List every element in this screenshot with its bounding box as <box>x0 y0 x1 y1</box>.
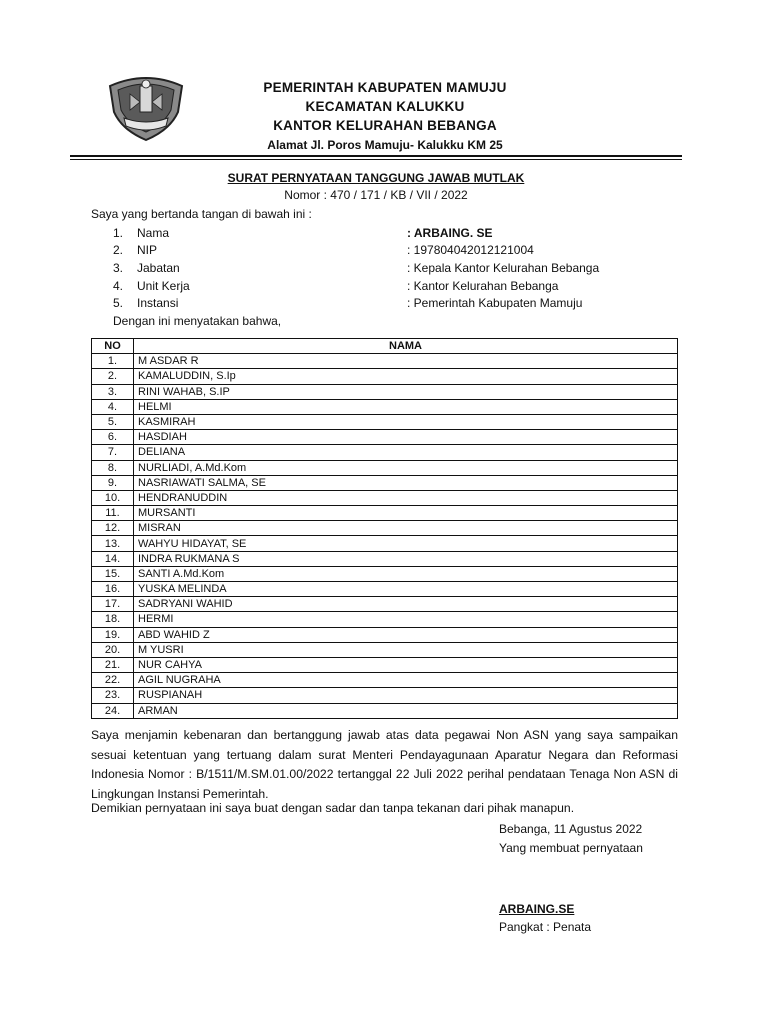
row-name: HASDIAH <box>134 430 678 445</box>
column-header-nama: NAMA <box>134 339 678 354</box>
row-name: WAHYU HIDAYAT, SE <box>134 536 678 551</box>
field-label: Instansi <box>137 296 179 311</box>
row-number: 16. <box>92 582 134 597</box>
row-number: 4. <box>92 399 134 414</box>
field-instansi <box>113 294 599 312</box>
signer-details <box>113 224 599 312</box>
row-name: ABD WAHID Z <box>134 627 678 642</box>
table-row <box>92 384 678 399</box>
field-nip <box>113 242 599 260</box>
row-name: AGIL NUGRAHA <box>134 673 678 688</box>
table-row <box>92 460 678 475</box>
row-number: 5. <box>92 414 134 429</box>
field-jabatan <box>113 259 599 277</box>
row-number: 21. <box>92 657 134 672</box>
row-number: 24. <box>92 703 134 718</box>
table-row <box>92 521 678 536</box>
table-row <box>92 612 678 627</box>
table-row <box>92 506 678 521</box>
table-row <box>92 536 678 551</box>
table-row <box>92 490 678 505</box>
row-name: SANTI A.Md.Kom <box>134 566 678 581</box>
row-name: INDRA RUKMANA S <box>134 551 678 566</box>
letterhead <box>190 78 580 155</box>
row-name: NASRIAWATI SALMA, SE <box>134 475 678 490</box>
row-name: MISRAN <box>134 521 678 536</box>
table-row <box>92 657 678 672</box>
table-row <box>92 642 678 657</box>
row-name: RUSPIANAH <box>134 688 678 703</box>
row-number: 8. <box>92 460 134 475</box>
table-header-row <box>92 339 678 354</box>
field-number: 3. <box>113 260 124 275</box>
table-row <box>92 627 678 642</box>
document-number: Nomor : 470 / 171 / KB / VII / 2022 <box>284 188 468 202</box>
row-name: KASMIRAH <box>134 414 678 429</box>
regency-crest-icon <box>106 72 186 142</box>
row-number: 12. <box>92 521 134 536</box>
signer-name: ARBAING.SE <box>499 902 575 916</box>
letterhead-address: Alamat Jl. Poros Mamuju- Kalukku KM 25 <box>267 138 503 152</box>
row-number: 13. <box>92 536 134 551</box>
table-row <box>92 688 678 703</box>
row-number: 19. <box>92 627 134 642</box>
intro-text: Saya yang bertanda tangan di bawah ini : <box>91 207 312 221</box>
letterhead-government: PEMERINTAH KABUPATEN MAMUJU <box>263 80 507 95</box>
row-number: 3. <box>92 384 134 399</box>
field-nama <box>113 224 599 242</box>
letterhead-divider-thin <box>70 159 682 160</box>
table-row <box>92 445 678 460</box>
field-number: 2. <box>113 243 124 258</box>
declaration-lead: Dengan ini menyatakan bahwa, <box>113 314 282 328</box>
table-row <box>92 673 678 688</box>
table-row <box>92 551 678 566</box>
letterhead-district: KECAMATAN KALUKKU <box>305 99 465 114</box>
column-header-no: NO <box>92 339 134 354</box>
row-name: RINI WAHAB, S.IP <box>134 384 678 399</box>
closing-paragraph: Demikian pernyataan ini saya buat dengan sadar dan tanpa tekanan dari pihak manapun. <box>91 801 575 815</box>
row-name: HENDRANUDDIN <box>134 490 678 505</box>
field-value: : Kepala Kantor Kelurahan Bebanga <box>407 260 600 275</box>
field-label: Nama <box>137 225 170 240</box>
row-name: M YUSRI <box>134 642 678 657</box>
employee-table <box>91 338 678 719</box>
row-number: 2. <box>92 369 134 384</box>
statement-paragraph: Saya menjamin kebenaran dan bertanggung jawab atas data pegawai Non ASN yang saya sampaikan sesuai ketentuan yang tertuang dalam surat Menteri Pendayagunaan Aparatur Negara dan Reformasi Indonesia Nomor : B/1511/M.SM.01.00/2022 tertanggal 22 Juli 2022 perihal pendataan Tenaga Non ASN di Lingkungan Instansi Pemerintah. <box>91 728 678 801</box>
field-number: 4. <box>113 278 124 293</box>
row-name: HERMI <box>134 612 678 627</box>
table-row <box>92 414 678 429</box>
field-value: : Kantor Kelurahan Bebanga <box>407 278 559 293</box>
row-name: M ASDAR R <box>134 354 678 369</box>
table-row <box>92 369 678 384</box>
field-unit-kerja <box>113 277 599 295</box>
row-number: 9. <box>92 475 134 490</box>
row-number: 23. <box>92 688 134 703</box>
row-name: HELMI <box>134 399 678 414</box>
table-row <box>92 597 678 612</box>
signer-rank: Pangkat : Penata <box>499 920 592 934</box>
row-name: NUR CAHYA <box>134 657 678 672</box>
table-row <box>92 399 678 414</box>
row-number: 20. <box>92 642 134 657</box>
table-row <box>92 703 678 718</box>
field-number: 1. <box>113 225 124 240</box>
field-value: : Pemerintah Kabupaten Mamuju <box>407 296 583 311</box>
row-number: 10. <box>92 490 134 505</box>
field-label: Unit Kerja <box>137 278 190 293</box>
field-label: Jabatan <box>137 260 180 275</box>
letterhead-office: KANTOR KELURAHAN BEBANGA <box>273 118 497 133</box>
row-name: SADRYANI WAHID <box>134 597 678 612</box>
row-number: 11. <box>92 506 134 521</box>
row-number: 1. <box>92 354 134 369</box>
row-name: KAMALUDDIN, S.Ip <box>134 369 678 384</box>
row-number: 7. <box>92 445 134 460</box>
table-row <box>92 566 678 581</box>
row-number: 6. <box>92 430 134 445</box>
row-name: MURSANTI <box>134 506 678 521</box>
row-name: NURLIADI, A.Md.Kom <box>134 460 678 475</box>
signature-role: Yang membuat pernyataan <box>499 841 643 855</box>
row-number: 22. <box>92 673 134 688</box>
field-value: : 197804042012121004 <box>407 243 534 258</box>
document-title: SURAT PERNYATAAN TANGGUNG JAWAB MUTLAK <box>227 171 525 185</box>
table-row <box>92 475 678 490</box>
table-row <box>92 354 678 369</box>
signature-place-date: Bebanga, 11 Agustus 2022 <box>499 822 643 836</box>
row-number: 18. <box>92 612 134 627</box>
table-row <box>92 430 678 445</box>
field-label: NIP <box>137 243 158 258</box>
row-number: 15. <box>92 566 134 581</box>
table-row <box>92 582 678 597</box>
field-number: 5. <box>113 296 124 311</box>
row-name: DELIANA <box>134 445 678 460</box>
row-number: 17. <box>92 597 134 612</box>
row-number: 14. <box>92 551 134 566</box>
field-value: : ARBAING. SE <box>407 225 493 240</box>
row-name: YUSKA MELINDA <box>134 582 678 597</box>
signature-block <box>499 820 643 858</box>
letterhead-divider <box>70 155 682 157</box>
row-name: ARMAN <box>134 703 678 718</box>
